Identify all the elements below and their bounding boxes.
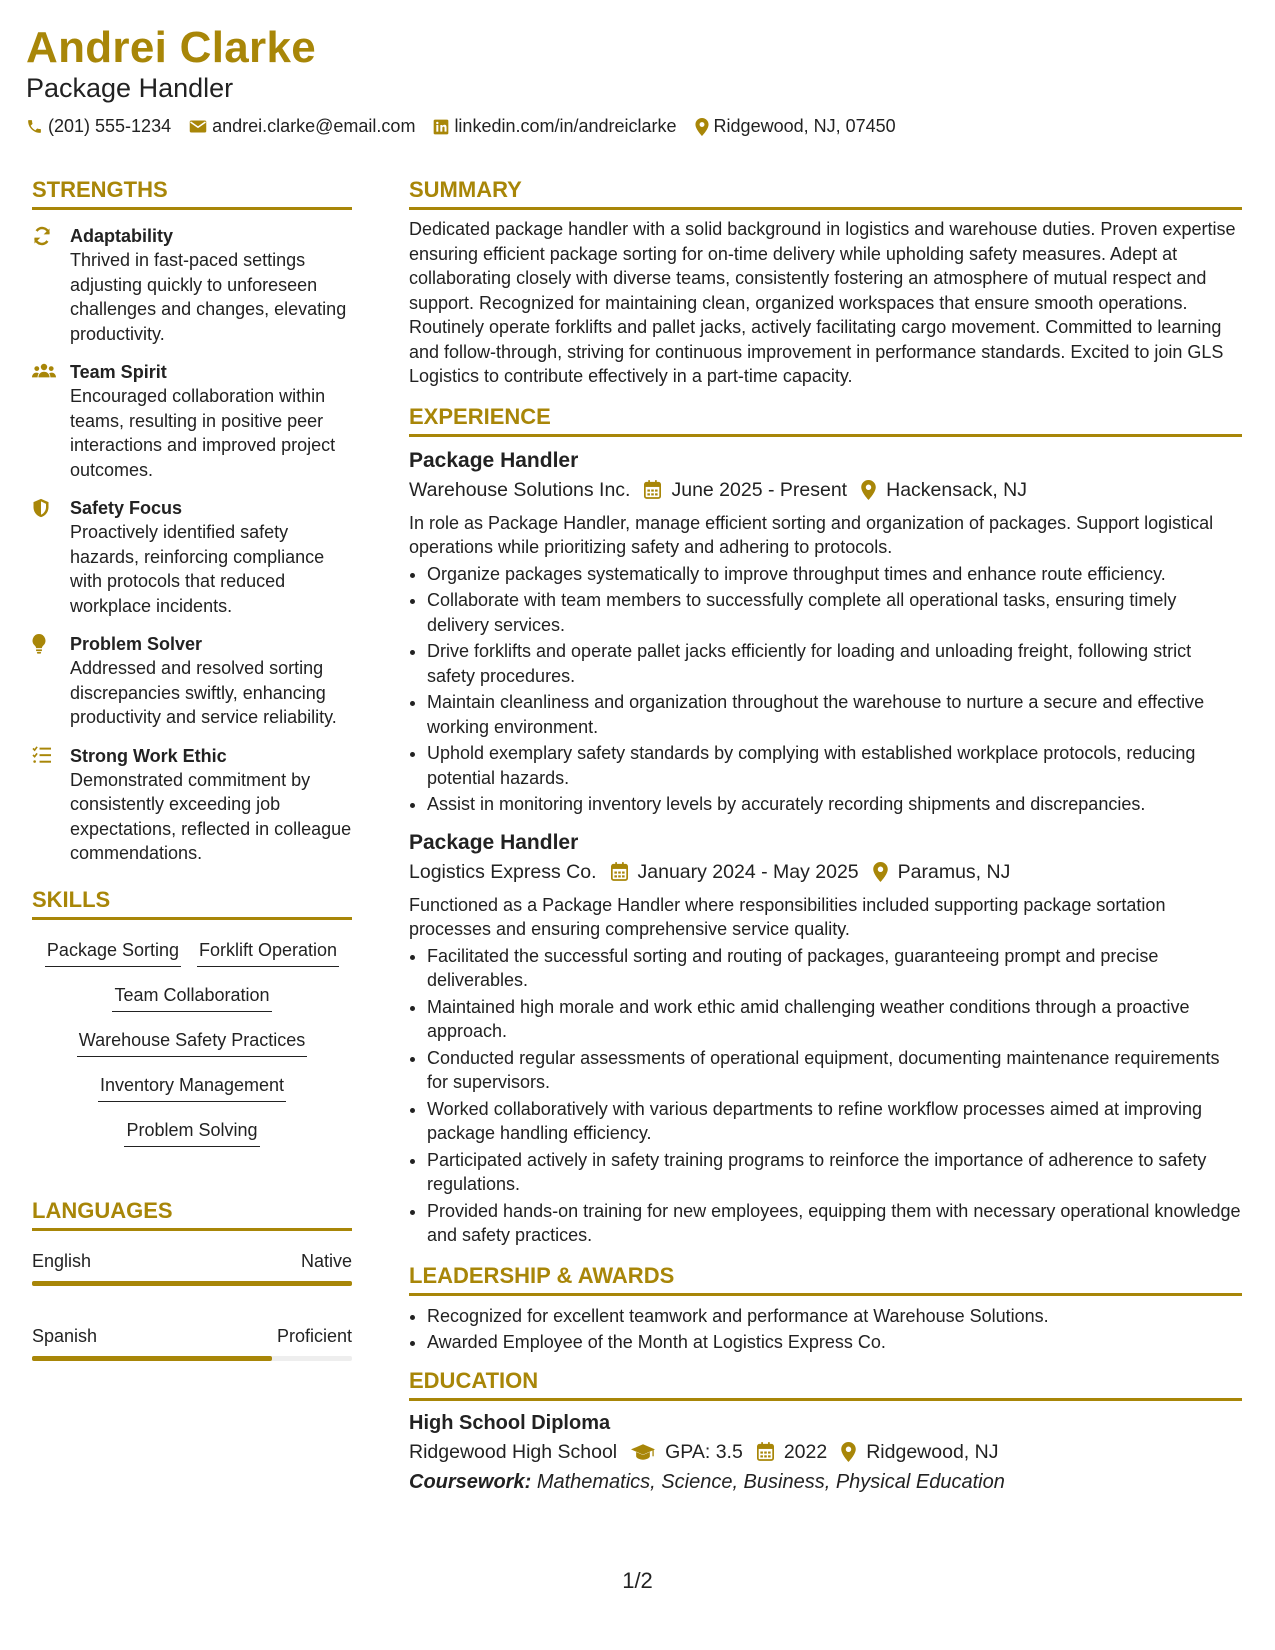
job-bullet: • Worked collaboratively with various departments to refine workflow processes aimed at improving package handling efficiency. <box>427 1097 1242 1146</box>
skill-tag: Forklift Operation <box>197 934 339 967</box>
users-icon <box>32 362 56 380</box>
lightbulb-icon <box>32 634 46 654</box>
edu-school: Ridgewood High School <box>409 1440 618 1463</box>
strength-item <box>32 632 352 730</box>
map-pin-icon <box>695 118 709 136</box>
linkedin-icon <box>433 119 449 135</box>
education-heading: EDUCATION <box>409 1367 1242 1401</box>
job-company: Logistics Express Co. <box>409 860 597 883</box>
location-text: Ridgewood, NJ, 07450 <box>713 116 896 136</box>
strength-title: Problem Solver <box>70 634 203 654</box>
contact-phone <box>26 116 171 137</box>
calendar-icon <box>644 480 661 499</box>
contact-email[interactable] <box>189 116 415 137</box>
skill-tag: Package Sorting <box>45 934 181 967</box>
edu-gpa: GPA: 3.5 <box>665 1440 743 1463</box>
map-pin-icon <box>861 480 876 500</box>
linkedin-text: linkedin.com/in/andreiclarke <box>454 116 677 136</box>
job-dates: January 2024 - May 2025 <box>637 860 859 883</box>
list-check-icon <box>32 746 52 764</box>
job-title: Package Handler <box>409 830 579 854</box>
strength-title: Team Spirit <box>70 362 167 382</box>
experience-entry <box>409 829 1242 1248</box>
language-level: Proficient <box>276 1325 352 1346</box>
skill-tag: Warehouse Safety Practices <box>77 1024 307 1057</box>
job-bullet: • Collaborate with team members to successfully complete all operational tasks, ensuring timely delivery services. <box>427 588 1242 637</box>
job-bullet: • Facilitated the successful sorting and routing of packages, guaranteeing prompt and precise deliverables. <box>427 944 1242 993</box>
graduation-cap-icon <box>631 1443 655 1461</box>
job-description: Functioned as a Package Handler where responsibilities included supporting package sortation processes and ensuring comprehensive service quality. <box>409 894 1166 939</box>
skill-tag: Problem Solving <box>124 1114 259 1147</box>
job-bullet: • Maintain cleanliness and organization throughout the warehouse to nurture a secure and effective working environment. <box>427 690 1242 739</box>
experience-heading: EXPERIENCE <box>409 403 1242 437</box>
strength-desc: Thrived in fast-paced settings adjusting quickly to unforeseen challenges and changes, elevating productivity. <box>70 250 347 344</box>
language-level: Native <box>300 1250 352 1271</box>
job-dates: June 2025 - Present <box>671 478 848 501</box>
job-location: Paramus, NJ <box>897 860 1011 883</box>
job-bullet: • Participated actively in safety training programs to reinforce the importance of adherence to safety regulations. <box>427 1148 1242 1197</box>
strength-item <box>32 224 352 346</box>
language-item <box>32 1249 352 1286</box>
coursework-text: Mathematics, Science, Business, Physical Education <box>536 1470 1005 1493</box>
job-meta <box>409 475 1242 505</box>
job-bullet: • Maintained high morale and work ethic amid challenging weather conditions through a proactive approach. <box>427 995 1242 1044</box>
skills-heading: SKILLS <box>32 886 352 920</box>
job-meta <box>409 857 1242 887</box>
strength-title: Safety Focus <box>70 498 183 518</box>
shield-icon <box>32 498 50 518</box>
strength-desc: Addressed and resolved sorting discrepancies swiftly, enhancing productivity and service reliability. <box>70 658 337 727</box>
contact-location <box>695 116 896 137</box>
resume-header <box>26 22 914 137</box>
coursework-label: Coursework: <box>409 1470 532 1493</box>
calendar-icon <box>611 862 628 881</box>
refresh-icon <box>32 226 52 246</box>
strength-desc: Encouraged collaboration within teams, resulting in positive peer interactions and improved project outcomes. <box>70 386 336 480</box>
strengths-heading: STRENGTHS <box>32 176 352 210</box>
strength-desc: Demonstrated commitment by consistently exceeding job expectations, reflected in colleague commendations. <box>70 769 352 863</box>
language-proficiency-fill <box>32 1356 272 1361</box>
strength-item <box>32 496 352 618</box>
awards-list <box>409 1304 1242 1355</box>
job-company: Warehouse Solutions Inc. <box>409 478 631 501</box>
summary-heading: SUMMARY <box>409 176 1242 210</box>
language-proficiency-bar <box>32 1356 352 1361</box>
strength-item <box>32 744 352 866</box>
language-name: Spanish <box>32 1325 98 1346</box>
job-bullet: • Provided hands-on training for new employees, equipping them with necessary operational knowledge and safety practices. <box>427 1199 1242 1248</box>
phone-icon <box>26 118 43 135</box>
job-bullet: • Assist in monitoring inventory levels by accurately recording shipments and discrepancies. <box>427 792 1242 817</box>
strength-desc: Proactively identified safety hazards, reinforcing compliance with protocols that reduced workplace incidents. <box>70 522 325 616</box>
email-text: andrei.clarke@email.com <box>212 116 416 136</box>
calendar-icon <box>757 1442 774 1461</box>
edu-location: Ridgewood, NJ <box>866 1440 999 1463</box>
job-description: In role as Package Handler, manage efficient sorting and organization of packages. Support logistical operations while prioritizing safety and adhering to protocols. <box>409 512 1214 557</box>
strength-title: Adaptability <box>70 226 174 246</box>
language-proficiency-fill <box>32 1281 352 1286</box>
language-item <box>32 1324 352 1361</box>
job-location: Hackensack, NJ <box>886 478 1027 501</box>
job-bullets <box>409 562 1242 817</box>
award-item: • Awarded Employee of the Month at Logistics Express Co. <box>427 1330 1242 1355</box>
job-bullet: • Uphold exemplary safety standards by complying with established workplace protocols, reducing potential hazards. <box>427 741 1242 790</box>
envelope-icon <box>189 119 207 134</box>
candidate-name: Andrei Clarke <box>26 23 317 72</box>
edu-degree: High School Diploma <box>409 1411 611 1434</box>
job-bullets <box>409 944 1242 1248</box>
job-bullet: • Organize packages systematically to improve throughput times and enhance route efficiency. <box>427 562 1242 587</box>
page-number: 1/2 <box>622 1568 653 1593</box>
summary-text: Dedicated package handler with a solid background in logistics and warehouse duties. Proven expertise ensuring efficient package sorting for on-time delivery while upholding safety measures. Adept at collaborating closely with diverse teams, consistently fostering an atmosphere of mutual respect and support. Recognized for maintaining clean, organized workspaces that ensure smooth operations. Routinely operate forklifts and pallet jacks, actively facilitating cargo movement. Committed to learning and follow-through, striving for continuous improvement in performance standards. Excited to join GLS Logistics to contribute effectively in a part-time capacity. <box>409 219 1236 386</box>
right-column <box>409 176 1242 1497</box>
language-proficiency-bar <box>32 1281 352 1286</box>
award-item: • Recognized for excellent teamwork and performance at Warehouse Solutions. <box>427 1304 1242 1329</box>
strengths-list <box>32 224 352 866</box>
candidate-title: Package Handler <box>26 73 234 103</box>
job-bullet: • Conducted regular assessments of operational equipment, documenting maintenance requirements for supervisors. <box>427 1046 1242 1095</box>
strength-title: Strong Work Ethic <box>70 745 227 766</box>
contact-bar <box>26 116 914 137</box>
map-pin-icon <box>841 1442 856 1462</box>
left-column <box>32 176 352 1361</box>
contact-linkedin[interactable] <box>433 116 676 137</box>
job-title: Package Handler <box>409 448 579 472</box>
phone-text: (201) 555-1234 <box>48 116 172 136</box>
edu-meta <box>409 1437 1242 1467</box>
skill-tag: Inventory Management <box>98 1069 286 1102</box>
language-name: English <box>32 1250 92 1271</box>
edu-year: 2022 <box>783 1440 828 1463</box>
edu-coursework <box>409 1467 1242 1497</box>
job-bullet: • Drive forklifts and operate pallet jacks efficiently for loading and unloading freight, following strict safety procedures. <box>427 639 1242 688</box>
map-pin-icon <box>873 862 888 882</box>
awards-heading: LEADERSHIP & AWARDS <box>409 1262 1242 1296</box>
skills-list <box>32 930 352 1155</box>
skill-tag: Team Collaboration <box>112 979 271 1012</box>
languages-heading: LANGUAGES <box>32 1197 352 1231</box>
experience-entry <box>409 447 1242 817</box>
strength-item <box>32 360 352 482</box>
